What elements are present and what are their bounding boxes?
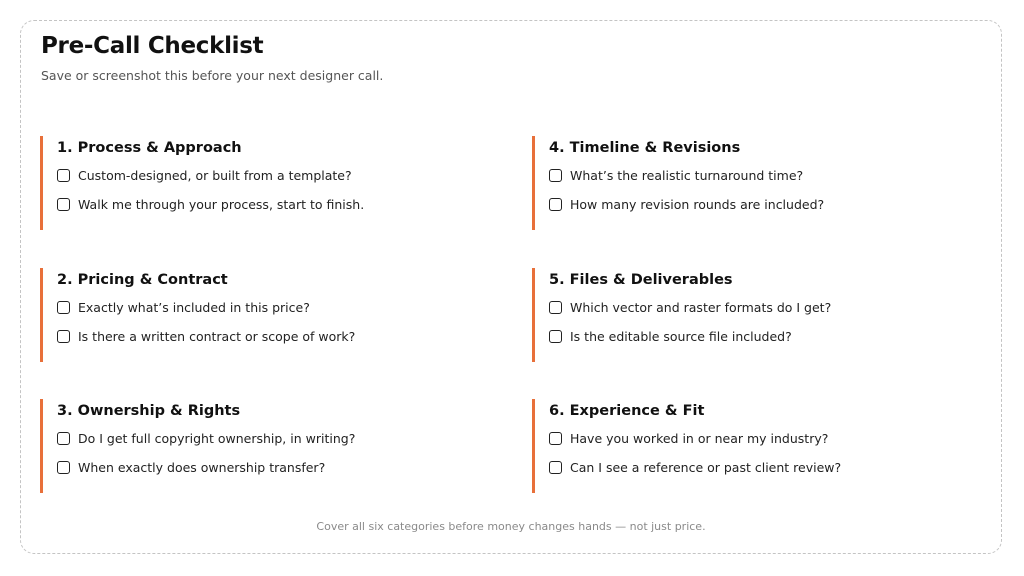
checkbox[interactable] xyxy=(57,198,70,211)
page-subtitle: Save or screenshot this before your next designer call. xyxy=(41,68,384,83)
section-title: 3. Ownership & Rights xyxy=(57,403,241,419)
checkbox[interactable] xyxy=(57,169,70,182)
checklist-item-label: Do I get full copyright ownership, in writing? xyxy=(78,431,356,446)
checkbox[interactable] xyxy=(549,461,562,474)
checklist-item[interactable] xyxy=(57,322,480,351)
section-title: 2. Pricing & Contract xyxy=(57,272,228,288)
section-title: 4. Timeline & Revisions xyxy=(549,140,741,156)
checkbox[interactable] xyxy=(57,432,70,445)
checkbox[interactable] xyxy=(549,330,562,343)
checkbox[interactable] xyxy=(549,432,562,445)
section-timeline-revisions xyxy=(532,136,972,230)
checklist-item-label: When exactly does ownership transfer? xyxy=(78,460,326,475)
checklist-item-label: What’s the realistic turnaround time? xyxy=(570,168,804,183)
page-title: Pre-Call Checklist xyxy=(41,33,264,59)
checkbox[interactable] xyxy=(549,169,562,182)
checklist-item[interactable] xyxy=(57,453,480,482)
section-title: 1. Process & Approach xyxy=(57,140,242,156)
section-files-deliverables xyxy=(532,268,972,362)
section-process-approach xyxy=(40,136,480,230)
checklist-item-label: Custom-designed, or built from a template? xyxy=(78,168,352,183)
checklist-item-label: Walk me through your process, start to finish. xyxy=(78,197,365,212)
footer-note: Cover all six categories before money changes hands — not just price. xyxy=(316,520,706,533)
checklist-item-label: Which vector and raster formats do I get? xyxy=(570,300,832,315)
checklist-item[interactable] xyxy=(57,161,480,190)
checklist-card xyxy=(20,20,1002,554)
section-title: 6. Experience & Fit xyxy=(549,403,705,419)
checklist-item[interactable] xyxy=(549,424,972,453)
checklist-item[interactable] xyxy=(549,453,972,482)
checkbox[interactable] xyxy=(57,301,70,314)
checklist-item-label: Is there a written contract or scope of work? xyxy=(78,329,356,344)
checklist-item-label: Have you worked in or near my industry? xyxy=(570,431,829,446)
checklist-item[interactable] xyxy=(549,190,972,219)
section-pricing-contract xyxy=(40,268,480,362)
checklist-item[interactable] xyxy=(57,424,480,453)
checklist-item-label: Is the editable source file included? xyxy=(570,329,792,344)
checklist-item[interactable] xyxy=(549,322,972,351)
checkbox[interactable] xyxy=(57,461,70,474)
checklist-item-label: Can I see a reference or past client review? xyxy=(570,460,842,475)
checklist-item-label: Exactly what’s included in this price? xyxy=(78,300,310,315)
checklist-item[interactable] xyxy=(549,161,972,190)
checklist-item[interactable] xyxy=(57,190,480,219)
section-ownership-rights xyxy=(40,399,480,493)
checklist-item[interactable] xyxy=(549,293,972,322)
checkbox[interactable] xyxy=(549,198,562,211)
checkbox[interactable] xyxy=(549,301,562,314)
checkbox[interactable] xyxy=(57,330,70,343)
section-title: 5. Files & Deliverables xyxy=(549,272,733,288)
checklist-item-label: How many revision rounds are included? xyxy=(570,197,825,212)
checklist-item[interactable] xyxy=(57,293,480,322)
section-experience-fit xyxy=(532,399,972,493)
